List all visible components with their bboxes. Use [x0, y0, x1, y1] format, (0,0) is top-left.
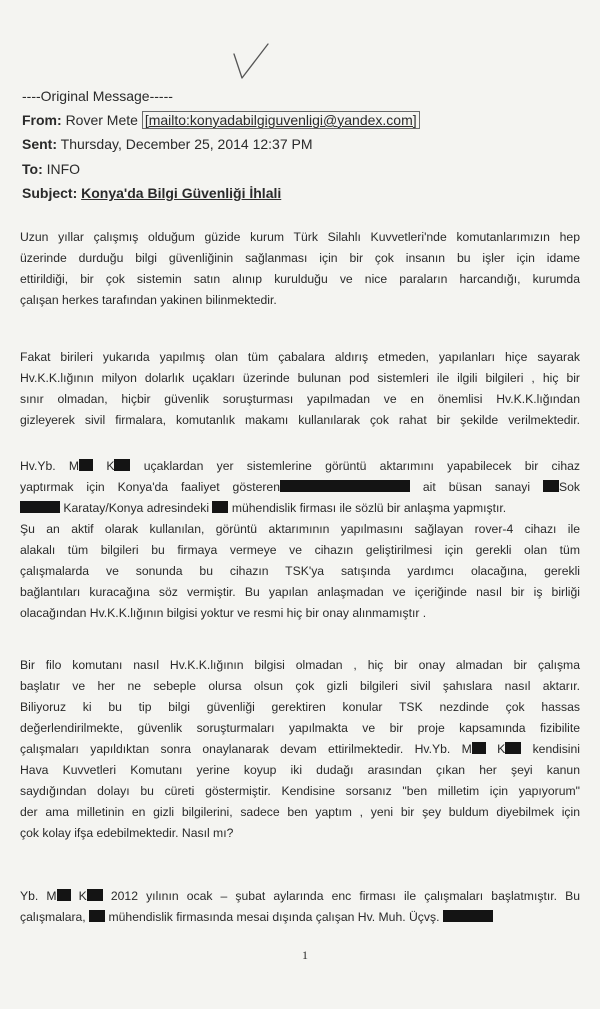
check-mark-icon [228, 40, 272, 82]
text-line: Şu an aktif olarak kullanılan, görüntü aktarımının yapılmasını sağlayan rover-4 cihazı ile [20, 522, 580, 536]
paragraph-5 [20, 886, 580, 928]
sent-label: Sent: [22, 136, 57, 152]
redaction-block [89, 910, 105, 922]
page-number: 1 [302, 948, 308, 962]
text-line: saydığından dolayı bu cüreti göstermiştir. Kendisine sorsanız "ben milletim için yapıyorum" [20, 784, 580, 798]
text-fragment: K [485, 742, 506, 756]
text-line: Biliyoruz ki bu tip bilgi güvenliği gerektiren konular TSK nezdinde çok hassas [20, 700, 580, 714]
text-line [20, 498, 580, 519]
redaction-block [472, 742, 486, 754]
text-line [20, 456, 580, 477]
from-mailto-link: [mailto:konyadabilgiguvenligi@yandex.com] [142, 111, 420, 129]
text-line: üzerinde durduğu bilgi güvenliğinin sağlanması için bir çok insanın bu işler için idame [20, 251, 580, 265]
redaction-block [79, 459, 93, 471]
text-line: Fakat birileri yukarıda yapılmış olan tüm çabalara aldırış etmeden, yapılanları hiçe sayarak [20, 350, 580, 364]
from-name: Rover Mete [65, 112, 138, 128]
text-line: Bir filo komutanı nasıl Hv.K.K.lığının bilgisi olmadan , hiç bir onay almadan bir çalışma [20, 658, 580, 672]
text-line [20, 477, 580, 498]
text-fragment: çalışmaları yapıldıktan sonra onaylanarak devam ettirilmektedir. Hv.Yb. M [20, 742, 472, 756]
to-label: To: [22, 161, 43, 177]
sent-value: Thursday, December 25, 2014 12:37 PM [60, 136, 313, 152]
redaction-block [114, 459, 130, 471]
text-line: ettirildiği, bir çok sistemin satın alınıp kurulduğu ve nice paraların harcandığı, kurumda [20, 272, 580, 286]
text-line: çalışmalarda ve sonunda bu cihazın TSK'ya satışında yardımcı olacağına, gerekli [20, 564, 580, 578]
paragraph-1 [20, 227, 580, 311]
text-fragment: Karatay/Konya adresindeki [63, 501, 213, 515]
redaction-block [87, 889, 103, 901]
paragraph-4 [20, 655, 580, 844]
text-line: Hava Kuvvetleri Komutanı yerine koyup iki dudağı arasından çıkan her şeyi kanun [20, 763, 580, 777]
subject-value: Konya'da Bilgi Güvenliği İhlali [81, 185, 282, 201]
text-fragment: Yb. M [20, 889, 57, 903]
text-fragment: kendisini [521, 742, 581, 756]
text-fragment: ait büsan sanayi [409, 480, 543, 494]
text-line: bağlantıları kuracağına söz vermiştir. Bu yapılan anlaşmadan ve içeriğinde nasıl bir iş birliği [20, 585, 580, 599]
subject-label: Subject: [22, 185, 78, 201]
redaction-block [443, 910, 493, 922]
to-value: INFO [46, 161, 81, 177]
redaction-block [543, 480, 559, 492]
from-label: From: [22, 112, 62, 128]
text-fragment: yaptırmak için Konya'da faaliyet gösteren [20, 480, 280, 494]
redaction-block [212, 501, 228, 513]
text-line: başlatır ve her ne sebeple olursa olsun çok gizli bilgileri sivil şahıslara nasıl aktarır. [20, 679, 580, 693]
text-fragment: Hv.Yb. M [20, 459, 80, 473]
text-line: gizleyerek sivil firmalara, komutanlık makamı kullanılarak çok rahat bir şekilde verilmektedir. [20, 413, 580, 427]
text-fragment: Sok [559, 480, 581, 494]
text-fragment: mühendislik firmasında mesai dışında çalışan Hv. Muh. Üçvş. [105, 910, 443, 924]
text-fragment: çalışmalara, [20, 910, 90, 924]
redaction-block [280, 480, 410, 492]
text-fragment: mühendislik firması ile sözlü bir anlaşma yapmıştır. [228, 501, 507, 515]
from-line [22, 112, 420, 128]
text-line: sınır olmadan, hiçbir güvenlik soruşturması yapılmadan ve en önemlisi Hv.K.K.lığından [20, 392, 580, 406]
text-line [20, 886, 580, 907]
text-line [20, 907, 580, 928]
text-line: Uzun yıllar çalışmış olduğum güzide kurum Türk Silahlı Kuvvetleri'nde komutanlarımızın hep [20, 230, 580, 244]
text-line [20, 739, 580, 760]
subject-line [22, 185, 281, 201]
text-line: Hv.K.K.lığının milyon dolarlık uçakları üzerinde bulunan pod sistemleri ile ilgili bilgileri , hiç bir [20, 371, 580, 385]
text-line: olacağından Hv.K.K.lığının bilgisi yoktur ve resmi hiç bir onay alınmamıştır . [20, 606, 427, 620]
text-line: değerlendirilmekte, güvenlik soruşturmaları yapılmakta ve bir proje kapsamında fizibilite [20, 721, 580, 735]
text-line: çok kolay ifşa edebilmektedir. Nasıl mı? [20, 826, 234, 840]
paragraph-2 [20, 347, 580, 431]
redaction-block [20, 501, 60, 513]
text-fragment: 2012 yılının ocak – şubat aylarında enc firması ile çalışmaları başlatmıştır. Bu [102, 889, 580, 903]
text-line: der ama milletinin en gizli bilgilerini, sadece ben yaptım , yeni bir şey buldum diyebilmek için [20, 805, 580, 819]
text-fragment: uçaklardan yer sistemlerine görüntü aktarımını yapabilecek bir cihaz [130, 459, 580, 473]
paragraph-3 [20, 456, 580, 624]
sent-line [22, 136, 313, 152]
text-fragment: K [70, 889, 87, 903]
redaction-block [57, 889, 71, 901]
text-line: çalışan herkes tarafından yakinen bilinmektedir. [20, 293, 277, 307]
original-message-line: ----Original Message----- [22, 88, 173, 104]
text-fragment: K [93, 459, 115, 473]
to-line [22, 161, 80, 177]
text-line: alakalı tüm bilgileri bu firmaya vermeye ve cihazın geliştirilmesi için gerekli olan tüm [20, 543, 580, 557]
redaction-block [505, 742, 521, 754]
